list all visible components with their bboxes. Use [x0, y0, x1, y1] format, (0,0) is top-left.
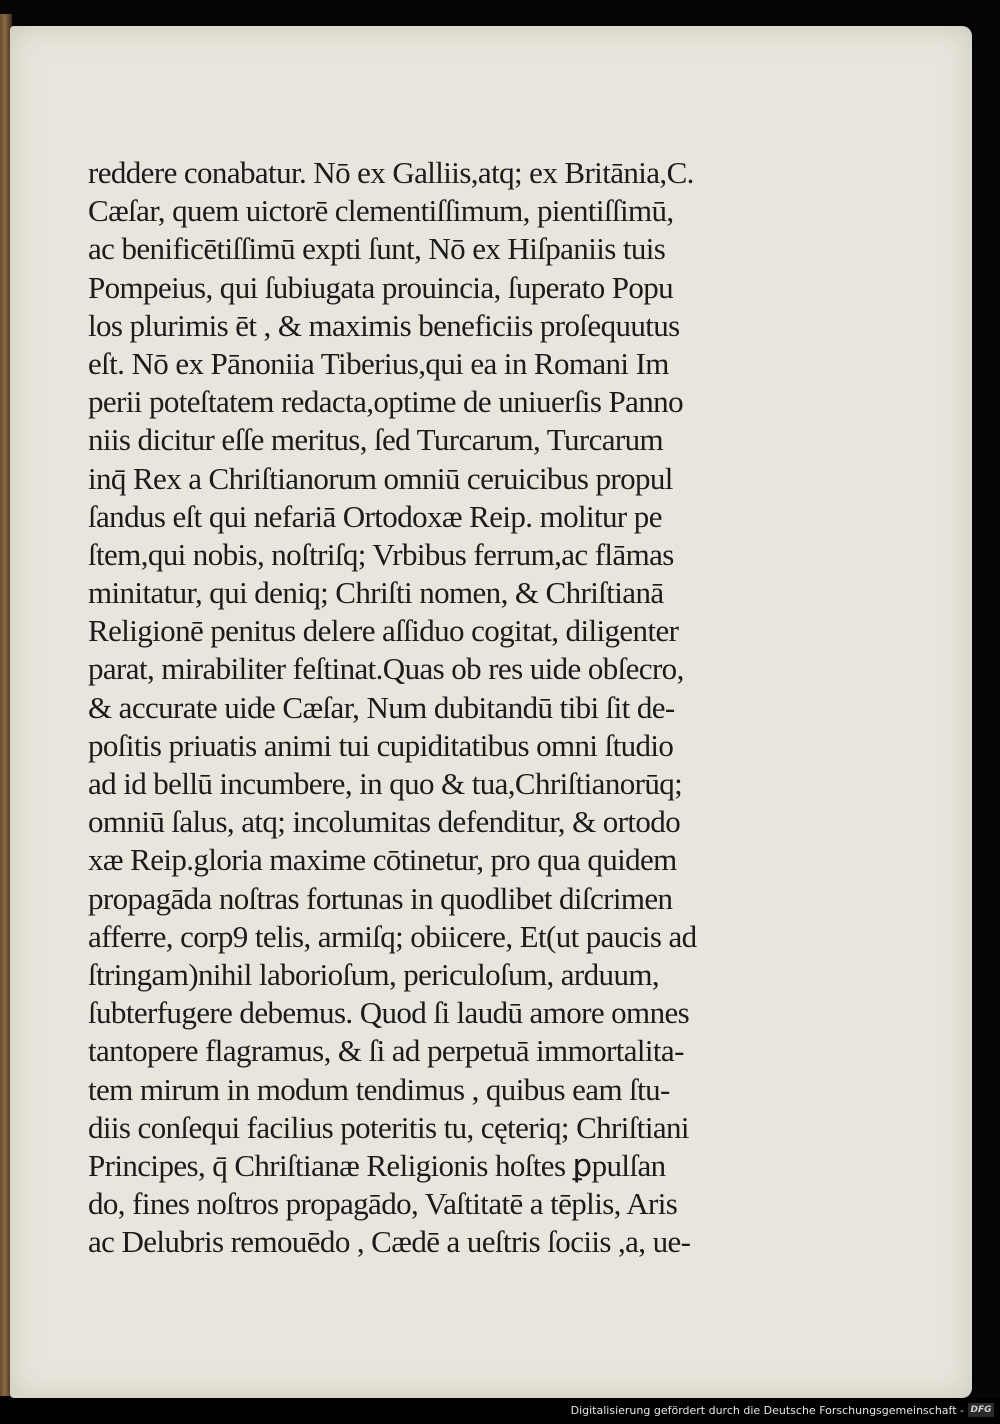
text-line: ſtringam)nihil laborioſum, periculoſum, arduum,: [88, 956, 660, 992]
text-line: ſandus eſt qui nefariā Ortodoxæ Reip. molitur pe: [88, 498, 662, 534]
text-line: niis dicitur eſſe meritus, ſed Turcarum, Turcarum: [88, 422, 664, 458]
text-line: ſubterfugere debemus. Quod ſi laudū amore omnes: [88, 995, 690, 1031]
text-line: inq̄ Rex a Chriſtianorum omniū ceruicibus propul: [88, 460, 673, 496]
digitization-footer: [0, 1398, 1000, 1424]
text-line: parat, mirabiliter feſtinat.Quas ob res uide obſecro,: [88, 651, 684, 687]
text-line: Cæſar, quem uictorē clementiſſimum, pientiſſimū,: [88, 193, 674, 229]
text-line: tem mirum in modum tendimus , quibus eam ſtu-: [88, 1071, 670, 1107]
dfg-credit-text: Digitalisierung gefördert durch die Deutsche Forschungsgemeinschaft -: [570, 1404, 964, 1417]
text-line: poſitis priuatis animi tui cupiditatibus omni ſtudio: [88, 727, 674, 763]
text-line: ſtem,qui nobis, noſtriſq; Vrbibus ferrum,ac flāmas: [88, 536, 674, 572]
text-line: perii poteſtatem redacta,optime de uniuerſis Panno: [88, 384, 683, 420]
text-line: do, fines noſtros propagādo, Vaſtitatē a tēplis, Aris: [88, 1186, 678, 1222]
text-line: tantopere flagramus, & ſi ad perpetuā immortalita-: [88, 1033, 684, 1069]
text-line: propagāda noſtras fortunas in quodlibet diſcrimen: [88, 880, 673, 916]
text-line: ac Delubris remouēdo , Cædē a ueſtris ſociis ,a, ue-: [88, 1224, 691, 1260]
text-line: afferre, corp9 telis, armiſq; obiicere, Et(ut paucis ad: [88, 918, 697, 954]
text-line: eſt. Nō ex Pānoniia Tiberius,qui ea in Romani Im: [88, 345, 669, 381]
text-line: xæ Reip.gloria maxime cōtinetur, pro qua quidem: [88, 842, 677, 878]
text-line: Religionē penitus delere aſſiduo cogitat, diligenter: [88, 613, 679, 649]
text-line: ad id bellū incumbere, in quo & tua,Chriſtianorūq;: [88, 766, 683, 801]
text-line: diis conſequi facilius poteritis tu, cęteriq; Chriſtiani: [88, 1109, 689, 1145]
text-line: minitatur, qui deniq; Chriſti nomen, & Chriſtianā: [88, 575, 664, 611]
text-line: Principes, q̄ Chriſtianæ Religionis hoſtes ꝑpulſan: [88, 1147, 666, 1183]
text-line: los plurimis ēt , & maximis beneficiis proſequutus: [88, 307, 680, 343]
text-line: Pompeius, qui ſubiugata prouincia, ſuperato Popu: [88, 269, 674, 305]
book-page: [10, 26, 972, 1398]
text-line: & accurate uide Cæſar, Num dubitandū tibi ſit de-: [88, 689, 675, 725]
text-line: ac benificētiſſimū expti ſunt, Nō ex Hiſpaniis tuis: [88, 231, 666, 267]
text-line: reddere conabatur. Nō ex Galliis,atq; ex Britānia,C.: [88, 155, 694, 190]
dfg-logo: DFG: [968, 1403, 994, 1417]
text-line: omniū ſalus, atq; incolumitas defenditur, & ortodo: [88, 804, 681, 840]
page-text-block: [88, 154, 788, 1261]
